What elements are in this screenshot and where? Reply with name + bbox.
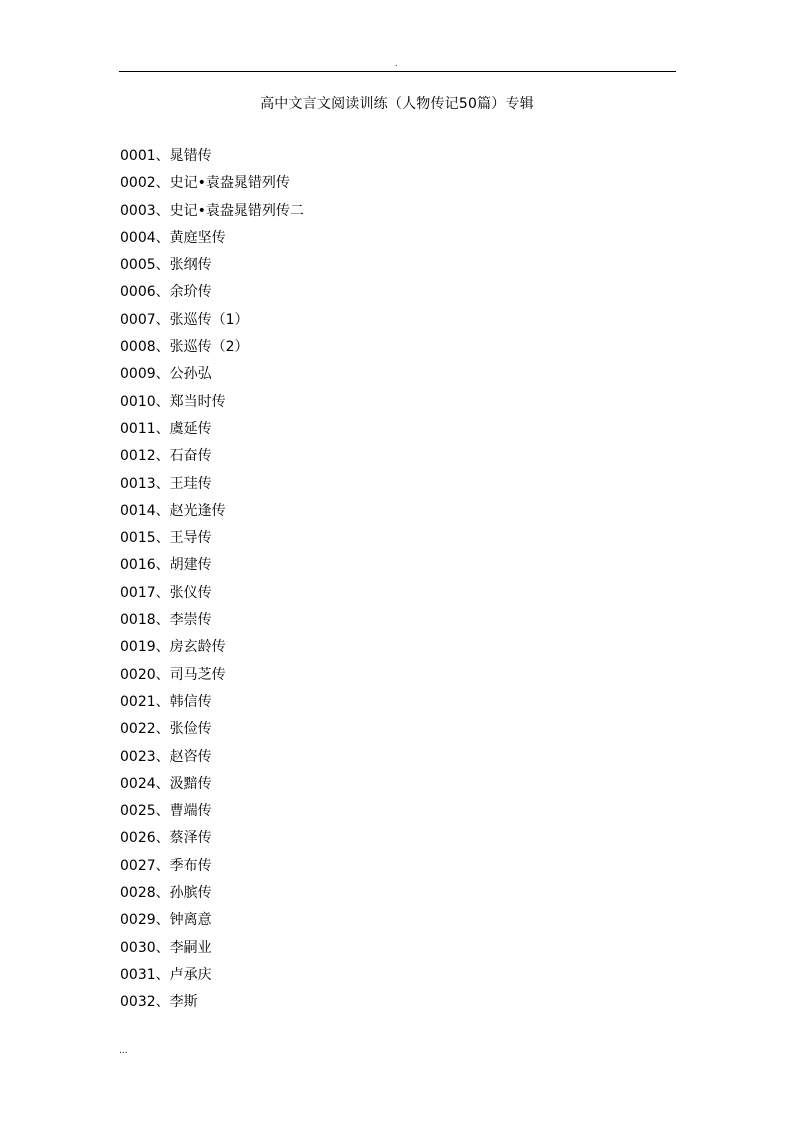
toc-item: 0028、孙膑传 (120, 885, 212, 902)
toc-item: 0029、钟离意 (120, 912, 212, 929)
toc-item: 0019、房玄龄传 (120, 639, 226, 656)
toc-item: 0031、卢承庆 (120, 966, 212, 983)
toc-item: 0016、胡建传 (120, 557, 212, 574)
toc-item: 0010、郑当时传 (120, 393, 226, 410)
toc-item: 0022、张俭传 (120, 721, 212, 738)
footer-mark: ... (119, 1046, 128, 1056)
table-of-contents (120, 146, 304, 1020)
toc-item: 0003、史记•袁盎晁错列传二 (120, 202, 304, 219)
toc-item: 0017、张仪传 (120, 584, 212, 601)
header-mark: . (395, 59, 398, 68)
toc-item: 0002、史记•袁盎晁错列传 (120, 175, 290, 192)
toc-item: 0004、黄庭坚传 (120, 229, 226, 246)
toc-item: 0006、余玠传 (120, 284, 212, 301)
toc-item: 0025、曹端传 (120, 803, 212, 820)
toc-item: 0011、虞延传 (120, 420, 212, 437)
toc-item: 0020、司马芝传 (120, 666, 226, 683)
toc-item: 0032、李斯 (120, 994, 198, 1011)
header-rule (119, 71, 676, 72)
toc-item: 0009、公孙弘 (120, 366, 212, 383)
toc-item: 0030、李嗣业 (120, 939, 212, 956)
toc-item: 0005、张纲传 (120, 257, 212, 274)
toc-item: 0026、蔡泽传 (120, 830, 212, 847)
toc-item: 0023、赵咨传 (120, 748, 212, 765)
toc-item: 0001、晁错传 (120, 148, 212, 164)
toc-item: 0013、王珪传 (120, 475, 212, 492)
toc-item: 0024、汲黯传 (120, 775, 212, 792)
toc-item: 0021、韩信传 (120, 693, 212, 710)
toc-item: 0014、赵光逢传 (120, 502, 226, 519)
toc-item: 0018、李崇传 (120, 612, 212, 629)
toc-item: 0012、石奋传 (120, 448, 212, 465)
toc-item: 0015、王导传 (120, 530, 212, 547)
toc-item: 0007、张巡传（1） (120, 311, 249, 328)
document-title: 高中文言文阅读训练（人物传记50篇）专辑 (260, 96, 534, 112)
toc-item: 0008、张巡传（2） (120, 339, 249, 356)
toc-item: 0027、季布传 (120, 857, 212, 874)
